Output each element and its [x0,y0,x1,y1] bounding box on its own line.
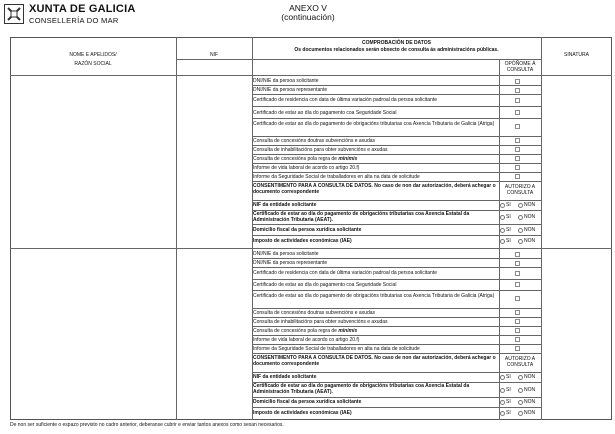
oppose-checkbox[interactable] [515,110,520,115]
consent-no-option[interactable]: NON [518,214,535,220]
col-header-name-2: RAZÓN SOCIAL [74,61,112,67]
check-row-subvencions: Consulta de concesións doutras subvencións e axudas [253,138,376,144]
check-row-traballadores-alta: Informe da Seguridade Social de traballadores en alta na data de solicitude [253,346,420,352]
check-row-minimis: Consulta de concesións pola regra de minimis [253,328,358,334]
oppose-checkbox[interactable] [515,282,520,287]
consent-row-aeat: Certificado de estar ao día do pagamento de obrigacións tributarias coa Axencia Estatal da Administración Tributaria (AEAT). [253,383,470,395]
oppose-checkbox[interactable] [515,138,520,143]
oppose-checkbox[interactable] [515,124,520,129]
check-row-residencia: Certificado de residencia con data de última variación padroal da persoa solicitante [253,97,437,103]
radio-icon [500,375,505,380]
check-row-dni-representante: DNI/NIE da persoa representante [253,260,328,266]
radio-icon [518,388,523,393]
consent-row-iae: Imposto de actividades económicas (IAE) [253,410,352,416]
consent-yes-option[interactable]: SI [500,387,511,393]
check-row-inhabilitacions: Consulta de inhabilitacións para obter subvencións e axudas [253,147,388,153]
radio-icon [500,228,505,233]
xunta-logo-icon [4,4,24,24]
consent-no-option[interactable]: NON [518,387,535,393]
consent-yes-option[interactable]: SI [500,410,511,416]
check-row-traballadores-alta: Informe da Seguridade Social de traballadores en alta na data de solicitude [253,174,420,180]
consent-yes-option[interactable]: SI [500,214,511,220]
oppose-checkbox[interactable] [515,346,520,351]
col-header-comp-desc: Os documentos relacionados serán obxecto de consulta ás administracións públicas. [294,47,499,53]
oppose-checkbox[interactable] [515,271,520,276]
brand-name: XUNTA DE GALICIA [29,3,136,15]
check-row-atriga: Certificado de estar ao día do pagamento de obrigacións tributarias coa Axencia Tributaria de Galicia (Atriga) [253,293,495,299]
consent-row-aeat: Certificado de estar ao día do pagamento de obrigacións tributarias coa Axencia Estatal da Administración Tributaria (AEAT). [253,211,470,223]
check-row-seguridade-social: Certificado de estar ao día do pagamento coa Seguridade Social [253,282,397,288]
annex-subtitle: (continuación) [281,12,335,22]
check-row-vida-laboral: Informe de vida laboral de acordo co artigo 20.f) [253,165,360,171]
department-name: CONSELLERÍA DO MAR [29,16,119,25]
block-divider [10,248,612,249]
radio-icon [500,411,505,416]
consent-row-nif-entidade: NIF da entidade solicitante [253,202,317,208]
oppose-checkbox[interactable] [515,98,520,103]
consent-row-iae: Imposto de actividades económicas (IAE) [253,238,352,244]
radio-icon [500,215,505,220]
oppose-checkbox[interactable] [515,88,520,93]
radio-icon [518,400,523,405]
col-header-oppose: OPÓÑOME Á CONSULTA [504,61,536,73]
oppose-checkbox[interactable] [515,79,520,84]
oppose-checkbox[interactable] [515,328,520,333]
oppose-checkbox[interactable] [515,261,520,266]
consent-yes-option[interactable]: SI [500,238,511,244]
col-header-comp-title: COMPROBACIÓN DE DATOS [362,40,431,46]
check-row-vida-laboral: Informe de vida laboral de acordo co artigo 20.f) [253,337,360,343]
radio-icon [518,215,523,220]
consent-row-domicilio-fiscal: Domicilio fiscal da persoa xurídica solicitante [253,399,362,405]
col-divider-4 [541,37,542,420]
consent-no-option[interactable]: NON [518,202,535,208]
consent-no-option[interactable]: NON [518,399,535,405]
oppose-checkbox[interactable] [515,296,520,301]
consent-heading: CONSENTIMENTO PARA A CONSULTA DE DATOS. No caso de non dar autorización, deberá achegar o documento correspondente [253,183,496,195]
radio-icon [518,228,523,233]
authorize-header: AUTORIZO A CONSULTA [504,184,536,196]
radio-icon [500,400,505,405]
check-row-dni-representante: DNI/NIE da persoa representante [253,87,328,93]
consent-yes-option[interactable]: SI [500,399,511,405]
footnote: De non ser suficiente o espazo previsto no cadro anterior, deberanse cubrir e enviar tantos anexos como sexan necesarios. [10,422,284,428]
oppose-checkbox[interactable] [515,147,520,152]
radio-icon [518,239,523,244]
check-row-inhabilitacions: Consulta de inhabilitacións para obter subvencións e axudas [253,319,388,325]
consent-row-nif-entidade: NIF da entidade solicitante [253,374,317,380]
col-divider-1 [176,37,177,420]
consent-yes-option[interactable]: SI [500,202,511,208]
oppose-checkbox[interactable] [515,252,520,257]
radio-icon [518,411,523,416]
consent-yes-option[interactable]: SI [500,227,511,233]
consent-no-option[interactable]: NON [518,410,535,416]
annex-title: ANEXO V [289,3,327,13]
check-row-dni-solicitante: DNI/NIE da persoa solicitante [253,251,319,257]
check-row-minimis: Consulta de concesións pola regra de minimis [253,156,358,162]
oppose-checkbox[interactable] [515,165,520,170]
authorize-header: AUTORIZO A CONSULTA [504,356,536,368]
check-row-residencia: Certificado de residencia con data de última variación padroal da persoa solicitante [253,270,437,276]
col-header-signature: SINATURA [564,52,589,58]
radio-icon [518,203,523,208]
check-row-dni-solicitante: DNI/NIE da persoa solicitante [253,78,319,84]
consent-heading: CONSENTIMENTO PARA A CONSULTA DE DATOS. No caso de non dar autorización, deberá achegar o documento correspondente [253,355,496,367]
consent-no-option[interactable]: NON [518,374,535,380]
consent-no-option[interactable]: NON [518,238,535,244]
header-divider [10,75,612,76]
oppose-checkbox[interactable] [515,319,520,324]
oppose-checkbox[interactable] [515,337,520,342]
radio-icon [518,375,523,380]
col-header-name: NOME E APELIDOS/ [69,52,117,58]
consent-yes-option[interactable]: SI [500,374,511,380]
comp-subheader-divider [176,59,541,60]
check-row-subvencions: Consulta de concesións doutras subvencións e axudas [253,310,376,316]
oppose-checkbox[interactable] [515,174,520,179]
consent-no-option[interactable]: NON [518,227,535,233]
check-row-atriga: Certificado de estar ao día do pagamento de obrigacións tributarias coa Axencia Tributaria de Galicia (Atriga) [253,121,495,127]
radio-icon [500,239,505,244]
check-row-seguridade-social: Certificado de estar ao día do pagamento coa Seguridade Social [253,110,397,116]
consent-row-domicilio-fiscal: Domicilio fiscal da persoa xurídica solicitante [253,227,362,233]
oppose-checkbox[interactable] [515,310,520,315]
radio-icon [500,203,505,208]
oppose-checkbox[interactable] [515,156,520,161]
col-header-nif: NIF [209,52,219,58]
radio-icon [500,388,505,393]
